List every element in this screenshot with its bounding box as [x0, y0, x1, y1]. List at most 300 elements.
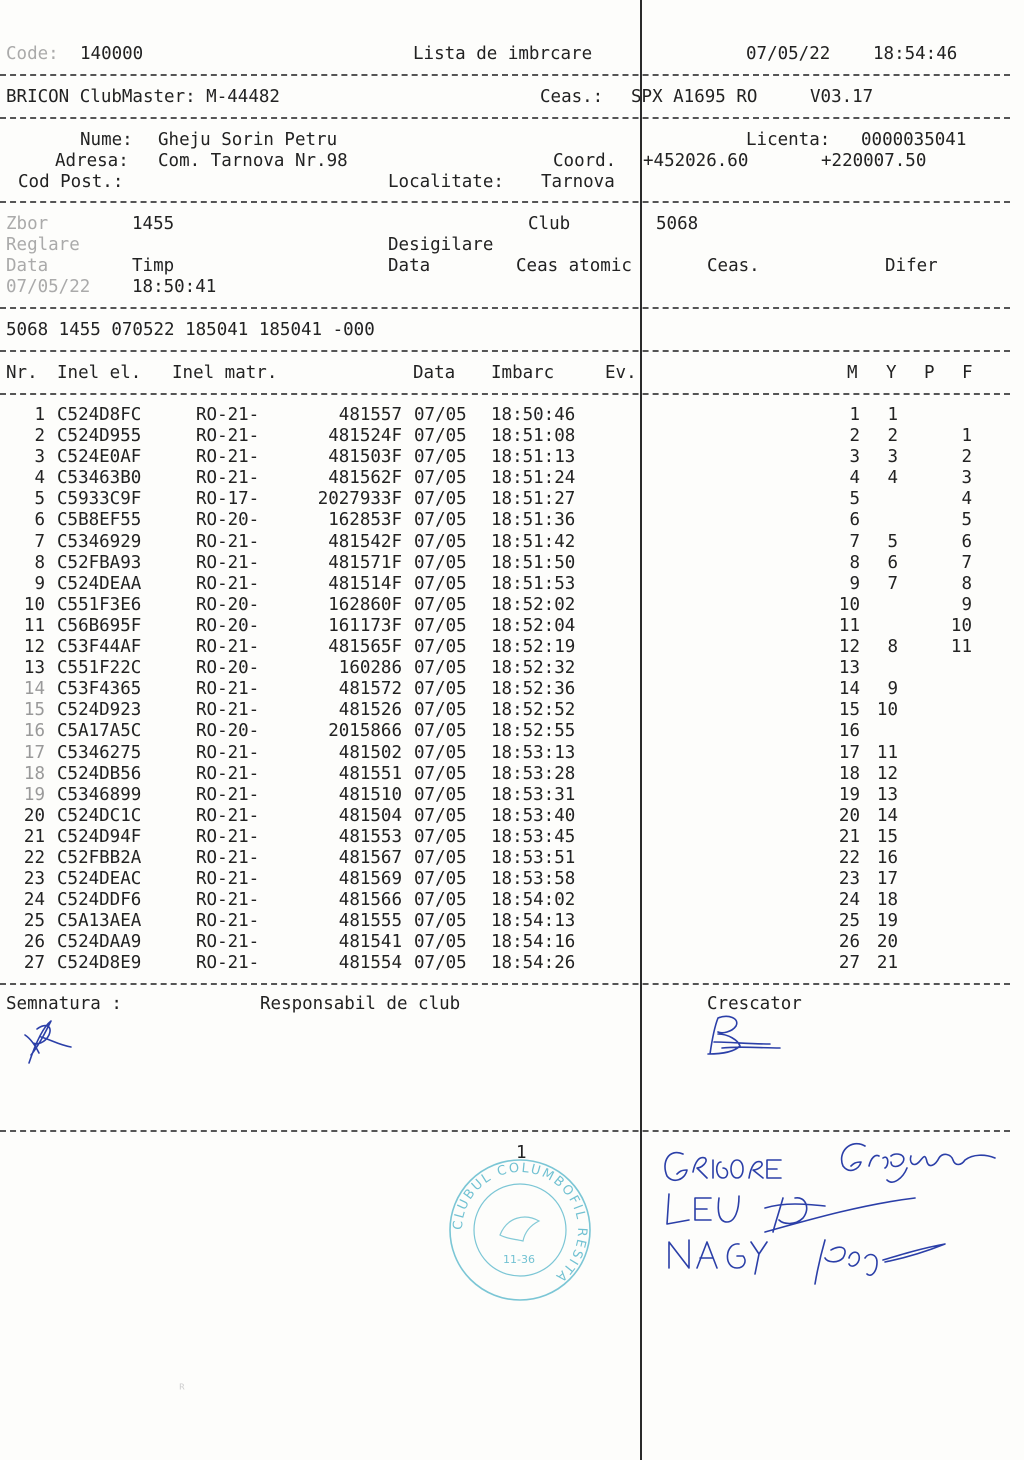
signature-label: Semnatura :: [6, 994, 122, 1014]
rank-y: [858, 616, 898, 637]
divider: [0, 350, 1010, 352]
rank-y: 3: [887, 447, 898, 468]
electronic-ring: C53F44AF: [57, 637, 142, 658]
arrival-time: 18:50:46: [491, 405, 576, 425]
arrival-date: 07/05: [414, 911, 467, 932]
row-number: 16: [23, 721, 45, 742]
column-m: [820, 405, 860, 975]
row-number: 8: [34, 552, 45, 573]
electronic-ring: C524DB56: [57, 763, 142, 784]
ring-prefix: RO-21-: [196, 932, 260, 953]
ring-number: 481551: [338, 763, 402, 784]
row-number: 10: [23, 594, 45, 615]
column-prefix: [196, 405, 259, 975]
electronic-ring: C524DDF6: [57, 890, 142, 911]
ring-number: 160286: [338, 658, 402, 679]
rank-f: [932, 764, 972, 785]
ring-number: 481569: [338, 869, 402, 890]
rank-m: 21: [838, 826, 860, 847]
document-title: Lista de imbrcare: [413, 44, 593, 64]
rank-y: 18: [876, 890, 898, 911]
rank-f: [932, 911, 972, 932]
owner-address: Com. Tarnova Nr.98: [158, 151, 348, 171]
arrival-date: 07/05: [414, 573, 467, 594]
ring-prefix: RO-20-: [196, 658, 260, 679]
license-number: 0000035041: [861, 130, 967, 150]
handwritten-names-icon: [655, 1132, 1020, 1302]
atomic-clock-label: Ceas atomic: [516, 256, 632, 276]
row-number: 22: [23, 847, 45, 868]
column-y: [858, 405, 898, 975]
arrival-time: 18:53:51: [491, 847, 576, 868]
arrival-date: 07/05: [414, 637, 467, 658]
electronic-ring: C551F22C: [57, 658, 142, 679]
row-number: 26: [23, 932, 45, 953]
ring-number: 481565F: [328, 637, 402, 658]
ring-number: 481557: [338, 405, 402, 425]
rank-m: 6: [849, 510, 860, 531]
rank-f: [932, 848, 972, 869]
row-number: 17: [23, 742, 45, 763]
electronic-ring: C52FBB2A: [57, 847, 142, 868]
rank-y: [858, 595, 898, 616]
arrival-time: 18:53:45: [491, 826, 576, 847]
header-time: 18:54:46: [873, 44, 958, 64]
clock-label: Ceas.:: [540, 87, 604, 107]
arrival-date: 07/05: [414, 805, 467, 826]
ring-number: 481554: [338, 953, 402, 974]
rank-m: 20: [838, 805, 860, 826]
electronic-ring: C5346899: [57, 784, 142, 805]
ring-number: 481566: [338, 890, 402, 911]
arrival-time: 18:51:53: [491, 573, 576, 594]
ring-prefix: RO-21-: [196, 637, 260, 658]
rank-y: 10: [876, 700, 898, 721]
club-number: 5068: [656, 214, 699, 234]
electronic-ring: C524D955: [57, 426, 142, 447]
rank-y: 11: [876, 742, 898, 763]
column-f: [932, 405, 972, 975]
rank-m: 4: [849, 468, 860, 489]
reglare-label: Reglare: [6, 235, 80, 255]
code-label: Code:: [6, 44, 59, 64]
col-header-inel-matr: Inel matr.: [172, 363, 278, 383]
rank-m: 13: [838, 658, 860, 679]
arrival-date: 07/05: [414, 594, 467, 615]
arrival-date: 07/05: [414, 953, 467, 974]
coord-longitude: +220007.50: [821, 151, 927, 171]
electronic-ring: C524DEAA: [57, 573, 142, 594]
rank-y: 7: [887, 573, 898, 594]
arrival-date: 07/05: [414, 531, 467, 552]
row-number: 5: [34, 489, 45, 510]
arrival-time: 18:53:13: [491, 742, 576, 763]
rank-m: 18: [838, 763, 860, 784]
rank-y: [858, 510, 898, 531]
flight-number: 1455: [132, 214, 175, 234]
rank-y: 15: [876, 826, 898, 847]
arrival-time: 18:53:40: [491, 805, 576, 826]
row-number: 12: [23, 637, 45, 658]
column-nr: [0, 405, 45, 975]
electronic-ring: C5A13AEA: [57, 911, 142, 932]
ring-number: 162853F: [328, 510, 402, 531]
rank-y: [858, 721, 898, 742]
reglare-time-label: Timp: [132, 256, 175, 276]
electronic-ring: C5346929: [57, 531, 142, 552]
postal-code-label: Cod Post.:: [18, 172, 124, 192]
ring-number: 481514F: [328, 573, 402, 594]
ring-prefix: RO-21-: [196, 826, 260, 847]
ring-number: 481542F: [328, 531, 402, 552]
electronic-ring: C5933C9F: [57, 489, 142, 510]
arrival-time: 18:54:16: [491, 932, 576, 953]
row-number: 20: [23, 805, 45, 826]
rank-m: 22: [838, 847, 860, 868]
divider: [0, 201, 1010, 203]
rank-f: [932, 679, 972, 700]
coord-latitude: +452026.60: [643, 151, 749, 171]
signature-left-icon: [15, 1015, 85, 1075]
rank-y: 8: [887, 637, 898, 658]
row-number: 2: [34, 426, 45, 447]
arrival-time: 18:51:27: [491, 489, 576, 510]
desigilare-date-label: Data: [388, 256, 431, 276]
electronic-ring: C524E0AF: [57, 447, 142, 468]
row-number: 1: [34, 405, 45, 425]
arrival-date: 07/05: [414, 784, 467, 805]
rank-m: 15: [838, 700, 860, 721]
clock-column-label: Ceas.: [707, 256, 760, 276]
arrival-date: 07/05: [414, 615, 467, 636]
arrival-time: 18:53:28: [491, 763, 576, 784]
arrival-date: 07/05: [414, 679, 467, 700]
divider: [0, 117, 1010, 119]
ring-prefix: RO-21-: [196, 426, 260, 447]
electronic-ring: C551F3E6: [57, 594, 142, 615]
rank-f: [932, 785, 972, 806]
col-header-data: Data: [413, 363, 456, 383]
reglare-date-label: Data: [6, 256, 49, 276]
arrival-time: 18:52:04: [491, 615, 576, 636]
col-header-imbarc: Imbarc: [491, 363, 555, 383]
arrival-date: 07/05: [414, 847, 467, 868]
svg-text:CLUBUL COLUMBOFIL RESITA: CLUBUL COLUMBOFIL RESITA: [450, 1160, 590, 1286]
rank-m: 16: [838, 721, 860, 742]
rank-f: [932, 953, 972, 974]
ring-prefix: RO-21-: [196, 911, 260, 932]
arrival-date: 07/05: [414, 721, 467, 742]
scan-artifact-mark: ᴿ: [178, 1382, 187, 1398]
club-label: Club: [528, 214, 571, 234]
ring-prefix: RO-21-: [196, 552, 260, 573]
locality-value: Tarnova: [541, 172, 615, 192]
electronic-ring: C53F4365: [57, 679, 142, 700]
rank-y: 17: [876, 869, 898, 890]
electronic-ring: C524DAA9: [57, 932, 142, 953]
divider: [0, 393, 1010, 395]
column-inel-matr: [290, 405, 402, 975]
electronic-ring: C56B695F: [57, 615, 142, 636]
rank-m: 26: [838, 932, 860, 953]
rank-y: 2: [887, 426, 898, 447]
arrival-time: 18:51:42: [491, 531, 576, 552]
electronic-ring: C524D8E9: [57, 953, 142, 974]
rank-y: [858, 489, 898, 510]
rank-m: 12: [838, 637, 860, 658]
divider: [0, 307, 1010, 309]
rank-m: 7: [849, 531, 860, 552]
arrival-date: 07/05: [414, 405, 467, 425]
rank-m: 24: [838, 890, 860, 911]
arrival-date: 07/05: [414, 468, 467, 489]
desigilare-label: Desigilare: [388, 235, 494, 255]
ring-number: 481562F: [328, 468, 402, 489]
club-responsible-label: Responsabil de club: [260, 994, 461, 1014]
rank-y: 20: [876, 932, 898, 953]
ring-number: 162860F: [328, 594, 402, 615]
ring-prefix: RO-20-: [196, 594, 260, 615]
arrival-date: 07/05: [414, 489, 467, 510]
rank-f: [932, 806, 972, 827]
rank-f: 5: [961, 510, 972, 531]
ring-prefix: RO-17-: [196, 489, 260, 510]
ring-number: 161173F: [328, 615, 402, 636]
electronic-ring: C524D8FC: [57, 405, 142, 425]
arrival-date: 07/05: [414, 510, 467, 531]
row-number: 19: [23, 784, 45, 805]
divider: [0, 74, 1010, 76]
reglare-time: 18:50:41: [132, 277, 217, 297]
arrival-time: 18:51:36: [491, 510, 576, 531]
arrival-time: 18:51:13: [491, 447, 576, 468]
address-label: Adresa:: [55, 151, 129, 171]
ring-number: 481555: [338, 911, 402, 932]
rank-m: 23: [838, 869, 860, 890]
rank-f: [932, 658, 972, 679]
rank-f: 10: [950, 615, 972, 636]
ring-number: 481541: [338, 932, 402, 953]
rank-f: [932, 700, 972, 721]
electronic-ring: C5A17A5C: [57, 721, 142, 742]
ring-number: 481571F: [328, 552, 402, 573]
rank-y: 4: [887, 468, 898, 489]
signature-breeder-icon: [700, 1010, 790, 1065]
ring-prefix: RO-20-: [196, 510, 260, 531]
rank-m: 19: [838, 784, 860, 805]
arrival-time: 18:52:52: [491, 700, 576, 721]
col-header-ev: Ev.: [605, 363, 637, 383]
electronic-ring: C524DEAC: [57, 869, 142, 890]
ring-prefix: RO-21-: [196, 468, 260, 489]
ring-prefix: RO-21-: [196, 847, 260, 868]
arrival-time: 18:53:31: [491, 784, 576, 805]
electronic-ring: C53463B0: [57, 468, 142, 489]
arrival-time: 18:52:32: [491, 658, 576, 679]
rank-y: 5: [887, 531, 898, 552]
ring-number: 481526: [338, 700, 402, 721]
breeder-label: Crescator: [707, 994, 802, 1014]
ring-prefix: RO-21-: [196, 890, 260, 911]
column-date: [414, 405, 467, 975]
coord-label: Coord.: [553, 151, 617, 171]
svg-text:11-36: 11-36: [503, 1253, 535, 1266]
arrival-date: 07/05: [414, 890, 467, 911]
row-number: 21: [23, 826, 45, 847]
ring-number: 481553: [338, 826, 402, 847]
row-number: 3: [34, 447, 45, 468]
ring-prefix: RO-21-: [196, 763, 260, 784]
license-label: Licenta:: [746, 130, 831, 150]
row-number: 14: [23, 679, 45, 700]
arrival-time: 18:52:55: [491, 721, 576, 742]
arrival-date: 07/05: [414, 932, 467, 953]
reglare-date: 07/05/22: [6, 277, 91, 297]
ring-prefix: RO-21-: [196, 531, 260, 552]
arrival-date: 07/05: [414, 447, 467, 468]
rank-y: 1: [887, 405, 898, 425]
rank-f: 8: [961, 573, 972, 594]
row-number: 23: [23, 869, 45, 890]
center-fold-line: [640, 0, 642, 1460]
ring-number: 481510: [338, 784, 402, 805]
rank-f: 3: [961, 468, 972, 489]
electronic-ring: C524D923: [57, 700, 142, 721]
rank-m: 9: [849, 573, 860, 594]
column-inel-el: [57, 405, 141, 975]
software-version: V03.17: [810, 87, 874, 107]
rank-m: 8: [849, 552, 860, 573]
rank-f: 6: [961, 531, 972, 552]
arrival-time: 18:51:24: [491, 468, 576, 489]
col-header-m: M: [847, 363, 858, 383]
arrival-date: 07/05: [414, 426, 467, 447]
device-line: BRICON ClubMaster: M-44482: [6, 87, 280, 107]
ring-prefix: RO-21-: [196, 679, 260, 700]
owner-name: Gheju Sorin Petru: [158, 130, 338, 150]
ring-prefix: RO-21-: [196, 805, 260, 826]
rank-y: 12: [876, 763, 898, 784]
ring-number: 481504: [338, 805, 402, 826]
rank-f: 4: [961, 489, 972, 510]
rank-y: 6: [887, 552, 898, 573]
rank-m: 3: [849, 447, 860, 468]
rank-f: [932, 827, 972, 848]
rank-f: 2: [961, 447, 972, 468]
ring-prefix: RO-21-: [196, 742, 260, 763]
arrival-date: 07/05: [414, 869, 467, 890]
difference-label: Difer: [885, 256, 938, 276]
rank-y: 16: [876, 847, 898, 868]
arrival-time: 18:53:58: [491, 869, 576, 890]
rank-f: 1: [961, 426, 972, 447]
rank-f: [932, 721, 972, 742]
rank-m: 5: [849, 489, 860, 510]
rank-f: [932, 932, 972, 953]
rank-f: [932, 869, 972, 890]
ring-number: 481524F: [328, 426, 402, 447]
col-header-f: F: [962, 363, 973, 383]
row-number: 11: [23, 615, 45, 636]
rank-y: 21: [876, 953, 898, 974]
ring-number: 2015866: [328, 721, 402, 742]
ring-prefix: RO-21-: [196, 405, 260, 425]
row-number: 27: [23, 953, 45, 974]
rank-y: 19: [876, 911, 898, 932]
name-label: Nume:: [80, 130, 133, 150]
arrival-time: 18:52:19: [491, 637, 576, 658]
electronic-ring: C52FBA93: [57, 552, 142, 573]
ring-prefix: RO-21-: [196, 869, 260, 890]
clock-id: SPX A1695 RO: [631, 87, 758, 107]
row-number: 6: [34, 510, 45, 531]
ring-number: 2027933F: [317, 489, 402, 510]
col-header-nr: Nr.: [6, 363, 38, 383]
arrival-time: 18:54:02: [491, 890, 576, 911]
ring-prefix: RO-21-: [196, 700, 260, 721]
rank-f: 7: [961, 552, 972, 573]
arrival-time: 18:52:36: [491, 679, 576, 700]
rank-m: 1: [849, 405, 860, 425]
column-time: [491, 405, 575, 975]
rank-f: [932, 405, 972, 426]
rank-m: 25: [838, 911, 860, 932]
col-header-p: P: [924, 363, 935, 383]
ring-prefix: RO-21-: [196, 573, 260, 594]
rank-m: 27: [838, 953, 860, 974]
electronic-ring: C524D94F: [57, 826, 142, 847]
electronic-ring: C524DC1C: [57, 805, 142, 826]
arrival-date: 07/05: [414, 658, 467, 679]
row-number: 24: [23, 890, 45, 911]
row-number: 4: [34, 468, 45, 489]
rank-f: 9: [961, 594, 972, 615]
ring-prefix: RO-21-: [196, 447, 260, 468]
col-header-y: Y: [886, 363, 897, 383]
arrival-time: 18:54:26: [491, 953, 576, 974]
ring-prefix: RO-21-: [196, 784, 260, 805]
arrival-date: 07/05: [414, 552, 467, 573]
rank-f: [932, 890, 972, 911]
rank-m: 14: [838, 679, 860, 700]
arrival-time: 18:54:13: [491, 911, 576, 932]
row-number: 15: [23, 700, 45, 721]
rank-m: 2: [849, 426, 860, 447]
row-number: 25: [23, 911, 45, 932]
rank-f: [932, 743, 972, 764]
arrival-date: 07/05: [414, 826, 467, 847]
flight-label: Zbor: [6, 214, 49, 234]
page-number: 1: [516, 1143, 527, 1163]
row-number: 9: [34, 573, 45, 594]
header-date: 07/05/22: [746, 44, 831, 64]
locality-label: Localitate:: [388, 172, 504, 192]
electronic-ring: C5B8EF55: [57, 510, 142, 531]
row-number: 13: [23, 658, 45, 679]
ring-prefix: RO-20-: [196, 615, 260, 636]
rank-m: 11: [838, 615, 860, 636]
arrival-date: 07/05: [414, 763, 467, 784]
rank-y: 14: [876, 805, 898, 826]
divider: [0, 983, 1010, 985]
arrival-date: 07/05: [414, 742, 467, 763]
ring-number: 481572: [338, 679, 402, 700]
rank-y: [858, 658, 898, 679]
arrival-time: 18:52:02: [491, 594, 576, 615]
rank-y: 13: [876, 784, 898, 805]
arrival-date: 07/05: [414, 700, 467, 721]
col-header-inel-el: Inel el.: [57, 363, 142, 383]
